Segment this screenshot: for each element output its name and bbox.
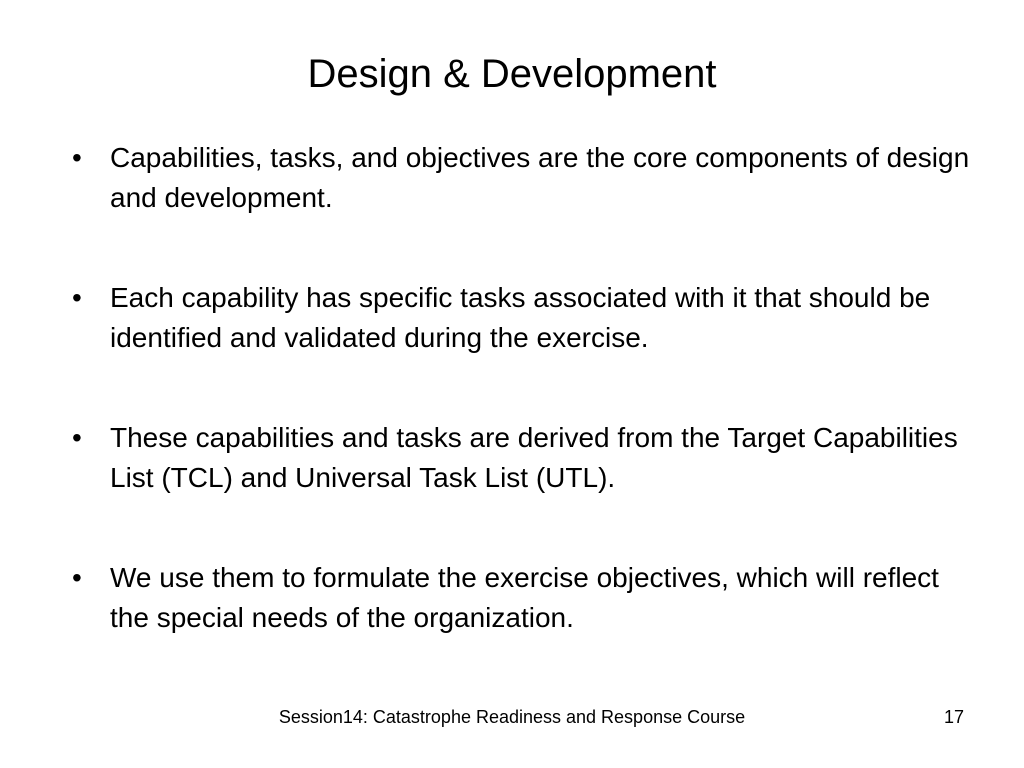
slide-title: Design & Development xyxy=(307,52,717,96)
bullet-marker: • xyxy=(72,422,82,453)
bullet-item xyxy=(70,418,980,498)
bullet-text: Each capability has specific tasks associated with it that should be identified and validated during the exercise. xyxy=(110,282,931,353)
bullet-text: We use them to formulate the exercise objectives, which will reflect the special needs of the organization. xyxy=(110,562,939,633)
bullet-item xyxy=(70,138,980,218)
bullet-marker: • xyxy=(72,562,82,593)
bullet-marker: • xyxy=(72,282,82,313)
bullet-item xyxy=(70,278,980,358)
bullet-text: These capabilities and tasks are derived from the Target Capabilities List (TCL) and Universal Task List (UTL). xyxy=(110,422,958,493)
bullet-text: Capabilities, tasks, and objectives are the core components of design and development. xyxy=(110,142,970,213)
bullet-item xyxy=(70,558,980,638)
bullet-list xyxy=(70,138,980,698)
slide-footer: Session14: Catastrophe Readiness and Response Course xyxy=(278,707,746,727)
bullet-marker: • xyxy=(72,142,82,173)
page-number: 17 xyxy=(943,707,964,727)
